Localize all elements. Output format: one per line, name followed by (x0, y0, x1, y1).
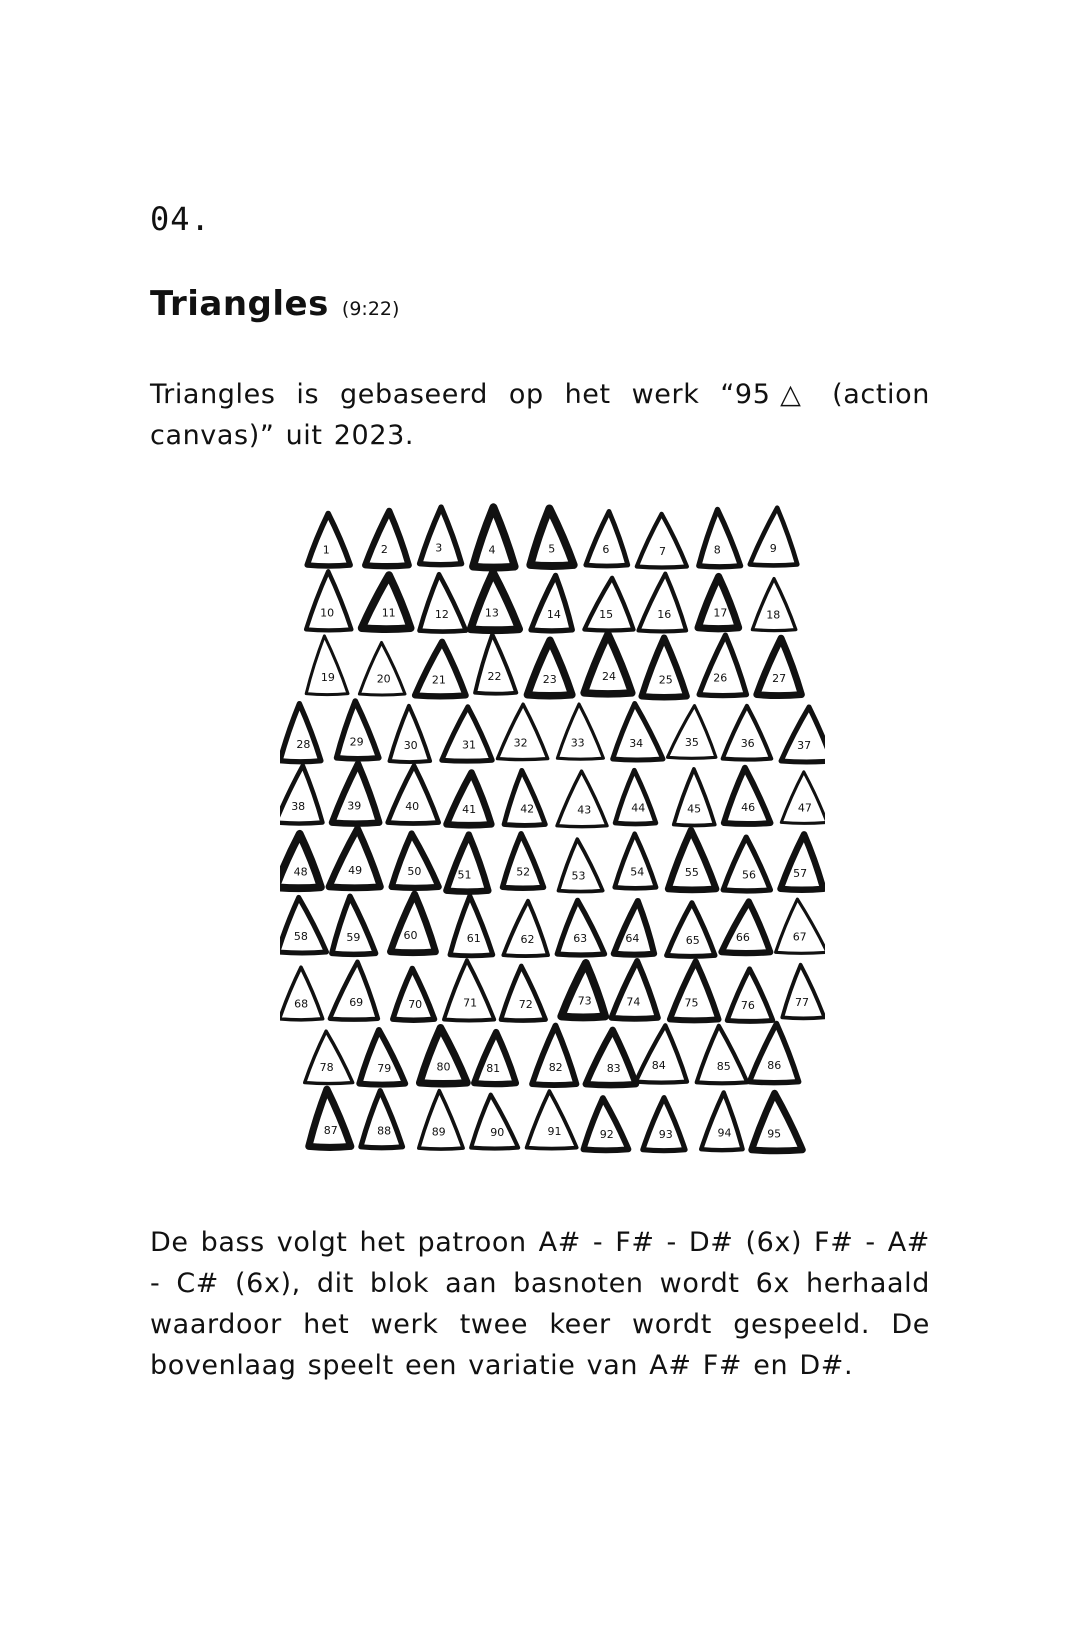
triangle-outline (637, 514, 687, 568)
triangle-63 (557, 900, 604, 955)
triangle-72 (501, 966, 546, 1021)
triangle-number: 11 (381, 606, 396, 620)
triangle-12 (420, 574, 467, 631)
triangle-number: 10 (320, 606, 335, 620)
triangle-53 (559, 839, 603, 891)
triangle-88 (361, 1091, 403, 1148)
triangle-outline (668, 830, 716, 890)
triangle-outline (280, 967, 323, 1020)
triangle-outline (420, 1028, 467, 1084)
triangle-number: 49 (348, 864, 363, 877)
triangle-83 (586, 1030, 636, 1085)
triangle-outline (280, 834, 321, 888)
triangle-number: 9 (769, 542, 777, 555)
triangle-number: 92 (599, 1128, 614, 1141)
triangle-outline (361, 1091, 403, 1148)
triangle-number: 36 (740, 737, 755, 750)
triangle-61 (450, 896, 493, 956)
triangle-outline (280, 704, 321, 762)
triangle-number: 48 (293, 865, 308, 879)
triangle-2 (365, 511, 409, 566)
triangle-outline (419, 1091, 463, 1149)
triangle-70 (393, 969, 435, 1021)
triangle-outline (306, 636, 348, 695)
triangle-23 (527, 640, 572, 696)
triangle-outline (530, 508, 573, 566)
triangle-outline (584, 578, 633, 631)
triangle-56 (723, 837, 770, 891)
triangle-90 (471, 1095, 518, 1149)
triangle-number: 79 (377, 1061, 392, 1075)
triangle-outline (781, 834, 824, 889)
triangle-44 (615, 770, 656, 824)
triangle-outline (559, 839, 603, 891)
triangle-number: 5 (548, 542, 556, 556)
triangle-outline (307, 514, 350, 567)
triangle-outline (667, 903, 715, 957)
triangle-outline (365, 511, 409, 566)
triangle-20 (359, 643, 405, 696)
triangle-outline (442, 707, 492, 761)
intro-paragraph: Triangles is gebaseerd op het werk “95△ (action canvas)” uit 2023. (150, 379, 930, 451)
triangle-outline (639, 574, 687, 632)
triangle-64 (614, 901, 654, 955)
triangle-6 (586, 511, 628, 566)
triangle-outline (393, 969, 435, 1021)
triangle-outline (337, 701, 379, 759)
triangle-58 (280, 897, 327, 953)
triangle-16 (639, 574, 687, 632)
triangle-number: 67 (792, 930, 807, 944)
triangle-outline (674, 769, 715, 825)
triangle-48 (280, 834, 321, 888)
triangle-number: 50 (407, 865, 422, 879)
triangle-number: 94 (717, 1126, 732, 1140)
triangle-number: 58 (293, 930, 308, 943)
triangle-95 (752, 1093, 803, 1151)
triangle-34 (613, 704, 663, 761)
triangle-17 (698, 577, 739, 629)
triangle-number: 95 (767, 1127, 782, 1141)
triangle-77 (782, 965, 824, 1019)
triangle-number: 66 (735, 931, 750, 944)
triangle-outline (471, 1095, 518, 1149)
triangle-number: 46 (741, 800, 756, 814)
triangle-84 (636, 1025, 687, 1082)
triangle-number: 19 (320, 670, 335, 684)
triangle-number: 93 (658, 1128, 673, 1142)
triangle-79 (359, 1030, 405, 1085)
triangle-number: 61 (466, 931, 481, 945)
triangle-number: 87 (323, 1123, 338, 1137)
triangle-46 (724, 768, 771, 824)
triangle-number: 83 (606, 1062, 621, 1076)
triangles-artwork (280, 500, 825, 1160)
triangle-outline (782, 965, 824, 1019)
triangle-outline (498, 704, 548, 759)
triangle-number: 22 (487, 669, 502, 683)
triangle-number: 68 (294, 997, 309, 1011)
triangle-number: 60 (403, 929, 418, 942)
triangle-74 (611, 961, 658, 1019)
triangle-outline (615, 834, 656, 889)
triangle-number: 35 (684, 736, 699, 749)
track-title: Triangles (150, 284, 329, 324)
triangle-number: 91 (547, 1125, 562, 1139)
triangle-10 (306, 571, 351, 630)
triangle-number: 63 (573, 932, 588, 946)
triangle-55 (668, 830, 716, 890)
triangle-outline (503, 901, 548, 956)
triangle-outline (330, 962, 378, 1020)
triangle-outline (532, 1026, 576, 1085)
triangle-number: 85 (716, 1059, 731, 1073)
triangle-outline (724, 768, 771, 824)
triangle-number: 34 (629, 736, 644, 750)
triangle-76 (727, 969, 773, 1022)
triangle-outline (636, 1025, 687, 1082)
triangle-26 (699, 635, 746, 695)
triangle-number: 53 (571, 869, 586, 883)
triangle-43 (557, 771, 607, 827)
triangle-11 (362, 575, 411, 629)
triangle-66 (722, 902, 771, 954)
triangle-62 (503, 901, 548, 956)
triangle-number: 75 (684, 996, 699, 1010)
triangle-outline (309, 1089, 351, 1147)
triangle-number: 27 (772, 672, 787, 686)
triangle-number: 25 (658, 673, 673, 687)
triangle-outline (388, 766, 439, 824)
triangle-number: 29 (349, 735, 364, 749)
triangle-outline (615, 770, 656, 824)
triangle-outline (586, 1030, 636, 1085)
triangle-outline (752, 1093, 803, 1151)
triangle-outline (446, 835, 488, 892)
triangle-outline (642, 638, 687, 698)
triangle-14 (531, 575, 572, 631)
triangle-number: 37 (797, 739, 812, 753)
triangle-39 (332, 764, 379, 824)
triangle-number: 72 (518, 997, 533, 1011)
triangle-37 (781, 707, 825, 762)
triangle-outline (757, 638, 802, 695)
triangle-73 (561, 963, 605, 1017)
triangle-7 (637, 514, 687, 568)
triangle-89 (419, 1091, 463, 1149)
triangle-outline (561, 963, 605, 1017)
title-row (150, 284, 399, 324)
triangle-81 (474, 1032, 516, 1084)
triangle-outline (781, 772, 825, 824)
triangle-number: 73 (577, 994, 592, 1008)
triangle-number: 1 (322, 543, 330, 557)
triangle-94 (701, 1092, 742, 1150)
triangle-92 (584, 1098, 629, 1150)
triangle-outline (390, 706, 431, 762)
triangle-21 (415, 642, 466, 697)
triangle-75 (670, 961, 719, 1020)
triangle-49 (329, 829, 380, 888)
triangle-outline (557, 704, 603, 759)
triangle-number: 14 (546, 607, 561, 621)
triangle-outline (503, 834, 544, 888)
triangle-outline (420, 574, 467, 631)
triangle-59 (332, 896, 376, 954)
triangle-outline (699, 635, 746, 695)
triangle-27 (757, 638, 802, 695)
triangle-outline (359, 1030, 405, 1085)
triangle-outline (750, 508, 798, 566)
triangle-outline (362, 575, 411, 629)
triangle-41 (447, 773, 492, 826)
triangle-35 (668, 706, 716, 759)
triangle-number: 6 (602, 543, 610, 557)
triangle-65 (667, 903, 715, 957)
triangle-number: 39 (347, 799, 362, 813)
triangle-number: 59 (346, 930, 361, 944)
triangle-outline (699, 509, 741, 566)
triangle-13 (471, 572, 519, 630)
triangle-outline (611, 961, 658, 1019)
triangle-number: 3 (435, 541, 443, 555)
triangle-outline (444, 960, 494, 1020)
triangle-number: 15 (599, 608, 614, 622)
triangle-number: 88 (377, 1124, 392, 1138)
triangle-number: 4 (488, 543, 496, 557)
triangle-number: 8 (713, 543, 721, 557)
triangle-outline (727, 969, 773, 1022)
triangle-number: 26 (713, 671, 728, 685)
triangle-outline (475, 634, 516, 694)
triangle-outline (527, 640, 572, 696)
triangle-32 (498, 704, 548, 759)
triangle-number: 78 (319, 1061, 334, 1075)
triangle-number: 71 (463, 996, 478, 1010)
triangle-outline (306, 571, 351, 630)
triangle-3 (420, 507, 462, 565)
triangle-71 (444, 960, 494, 1020)
triangle-42 (504, 770, 545, 825)
triangle-number: 44 (631, 801, 646, 815)
triangle-outline (473, 507, 515, 567)
triangle-number: 65 (685, 933, 700, 947)
triangle-number: 12 (434, 608, 449, 622)
triangle-outline (527, 1091, 577, 1149)
triangle-outline (415, 642, 466, 697)
triangle-number: 28 (296, 738, 311, 752)
track-number: 04. (150, 200, 211, 238)
triangle-outline (643, 1098, 685, 1151)
triangle-22 (475, 634, 516, 694)
triangle-29 (337, 701, 379, 759)
triangle-outline (474, 1032, 516, 1084)
triangle-28 (280, 704, 321, 762)
triangle-86 (749, 1024, 798, 1083)
track-duration: (9:22) (341, 298, 400, 320)
triangle-number: 62 (520, 933, 535, 947)
triangle-67 (776, 899, 825, 953)
triangle-number: 30 (403, 738, 418, 752)
triangle-78 (305, 1031, 353, 1083)
triangle-number: 84 (651, 1059, 666, 1073)
triangle-outline (668, 706, 716, 759)
triangle-number: 23 (542, 672, 557, 686)
triangle-outline (557, 900, 604, 955)
triangle-number: 40 (405, 800, 420, 813)
triangle-57 (781, 834, 824, 889)
triangle-91 (527, 1091, 577, 1149)
triangle-outline (332, 764, 379, 824)
triangle-outline (531, 575, 572, 631)
triangle-outline (501, 966, 546, 1021)
triangle-19 (306, 636, 348, 695)
triangle-number: 32 (513, 736, 528, 750)
triangle-33 (557, 704, 603, 759)
triangle-52 (503, 834, 544, 888)
triangle-outline (584, 634, 632, 694)
triangle-25 (642, 638, 687, 698)
triangle-outline (359, 643, 405, 696)
triangle-number: 42 (520, 802, 535, 816)
triangle-number: 82 (548, 1061, 563, 1075)
triangle-85 (697, 1026, 748, 1084)
triangle-outline (749, 1024, 798, 1083)
triangle-36 (723, 706, 772, 760)
triangle-45 (674, 769, 715, 825)
triangle-outline (670, 961, 719, 1020)
triangle-outline (305, 1031, 353, 1083)
triangle-outline (586, 511, 628, 566)
triangle-outline (614, 901, 654, 955)
triangle-outline (584, 1098, 629, 1150)
triangle-number: 2 (380, 543, 388, 557)
triangle-47 (781, 772, 825, 824)
triangle-outline (329, 829, 380, 888)
triangle-outline (776, 899, 825, 953)
triangle-outline (698, 577, 739, 629)
triangle-82 (532, 1026, 576, 1085)
triangle-outline (420, 507, 462, 565)
triangle-number: 55 (684, 866, 699, 879)
triangle-number: 64 (625, 932, 640, 946)
triangle-number: 81 (486, 1061, 501, 1075)
triangle-number: 90 (490, 1125, 505, 1139)
triangle-50 (392, 834, 439, 888)
triangle-54 (615, 834, 656, 889)
triangle-outline (722, 902, 771, 954)
triangle-40 (388, 766, 439, 824)
triangle-outline (280, 897, 327, 953)
triangle-9 (750, 508, 798, 566)
triangle-outline (723, 837, 770, 891)
triangle-number: 13 (484, 606, 499, 620)
triangle-number: 54 (630, 865, 645, 879)
triangle-number: 43 (577, 803, 592, 817)
triangle-number: 70 (408, 998, 423, 1012)
triangle-number: 56 (742, 868, 756, 882)
triangle-number: 20 (376, 672, 391, 686)
triangle-number: 77 (795, 995, 809, 1009)
triangle-number: 21 (431, 673, 446, 687)
triangle-number: 7 (659, 544, 666, 558)
triangle-15 (584, 578, 633, 631)
triangle-outline (701, 1092, 742, 1150)
triangle-number: 41 (462, 802, 477, 816)
triangle-number: 33 (570, 736, 585, 750)
triangle-outline (332, 896, 376, 954)
artwork-canvas (280, 500, 825, 1160)
triangle-30 (390, 706, 431, 762)
triangle-outline (504, 770, 545, 825)
triangle-87 (309, 1089, 351, 1147)
triangle-60 (390, 894, 435, 953)
triangle-outline (723, 706, 772, 760)
triangle-number: 89 (431, 1125, 446, 1139)
triangle-number: 18 (766, 608, 781, 622)
triangle-5 (530, 508, 573, 566)
triangle-68 (280, 967, 323, 1020)
triangle-outline (280, 765, 323, 823)
triangle-number: 17 (713, 606, 728, 620)
triangle-number: 57 (793, 866, 808, 880)
triangle-outline (557, 771, 607, 827)
triangle-number: 45 (687, 802, 702, 816)
triangle-24 (584, 634, 632, 694)
triangle-outline (471, 572, 519, 630)
triangle-80 (420, 1028, 467, 1084)
triangle-4 (473, 507, 515, 567)
triangle-8 (699, 509, 741, 566)
triangle-93 (643, 1098, 685, 1151)
triangle-number: 51 (457, 868, 472, 882)
triangle-number: 16 (657, 607, 672, 621)
triangle-number: 24 (602, 670, 616, 683)
triangle-number: 74 (626, 995, 641, 1009)
triangle-number: 86 (767, 1058, 782, 1072)
triangle-number: 31 (462, 738, 476, 752)
triangle-1 (307, 514, 350, 567)
triangle-69 (330, 962, 378, 1020)
triangle-51 (446, 835, 488, 892)
triangle-number: 38 (291, 800, 306, 813)
triangle-number: 47 (797, 801, 812, 815)
triangle-18 (752, 579, 795, 631)
triangle-31 (442, 707, 492, 761)
triangle-outline (392, 834, 439, 888)
triangle-number: 52 (516, 865, 531, 879)
triangle-38 (280, 765, 323, 823)
body-paragraph: De bass volgt het patroon A# - F# - D# (6x) F# - A# - C# (6x), dit blok aan basnoten wordt 6x herhaald waardoor het werk twee keer wordt gespeeld. De bovenlaag speelt een variatie van A# F# en D#. (150, 1227, 930, 1381)
triangle-outline (752, 579, 795, 631)
triangle-outline (450, 896, 493, 956)
triangle-outline (697, 1026, 748, 1084)
triangle-outline (447, 773, 492, 826)
triangle-outline (781, 707, 825, 762)
triangle-number: 69 (349, 996, 364, 1010)
triangle-number: 76 (740, 999, 755, 1012)
triangle-outline (613, 704, 663, 761)
triangle-outline (390, 894, 435, 953)
triangle-number: 80 (436, 1060, 451, 1074)
